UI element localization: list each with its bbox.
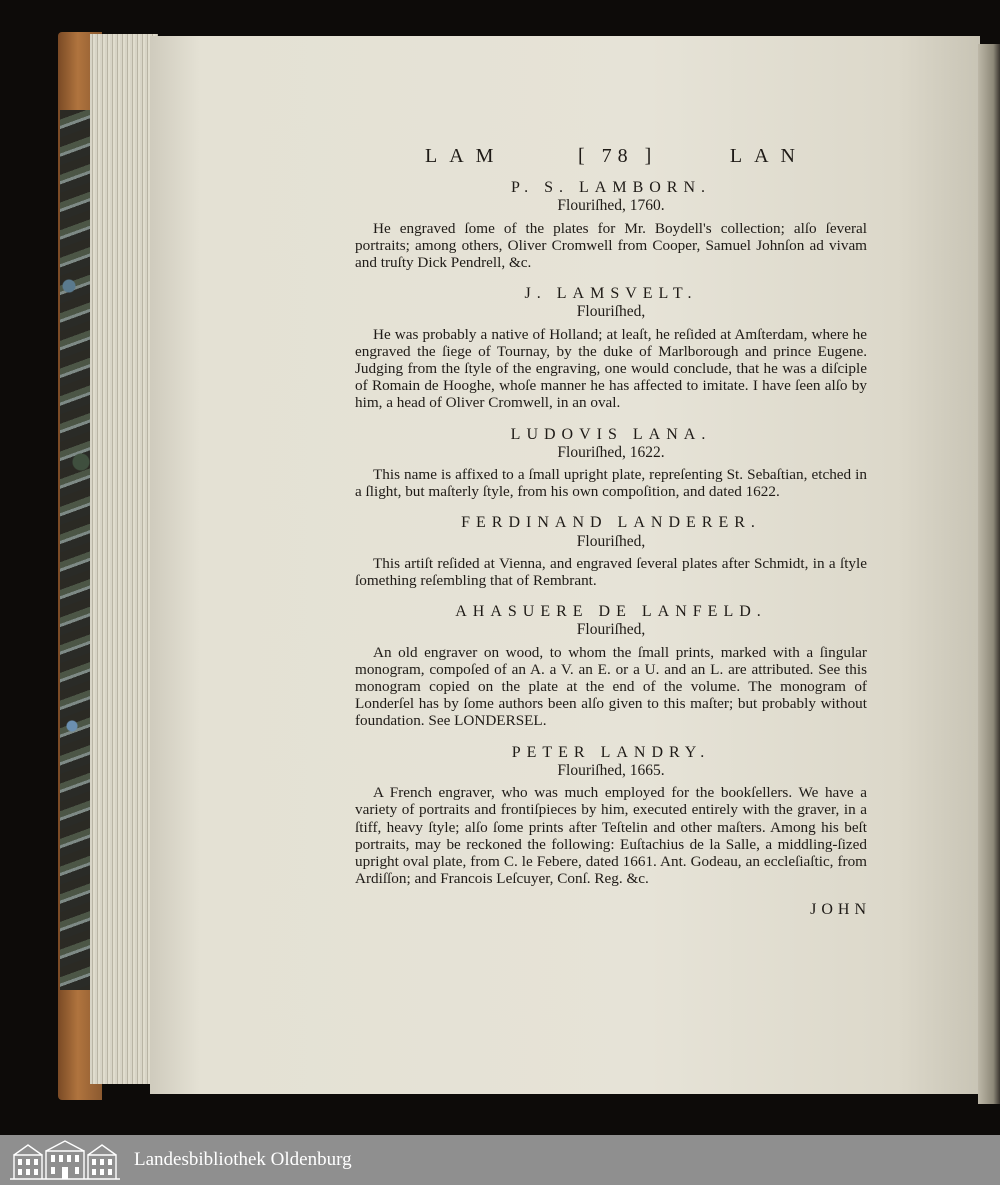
entry-text: An old engraver on wood, to whom the ſmall prints, marked with a ſingular monogram, compoſed of an A. a V. an E. or a U. and an L. are attributed. See this monogram copied on the plate at the end of the volume. The monogram of Londerſel has by ſome authors been alſo given to this maſter; but probably without foundation. See LONDERSEL. bbox=[355, 643, 867, 730]
entry-landerer bbox=[355, 514, 867, 589]
entry-lana bbox=[355, 426, 867, 501]
entry-flourished: Flouriſhed, 1622. bbox=[557, 443, 665, 461]
entry-text: He engraved ſome of the plates for Mr. Boydell's collection; alſo ſeveral portraits; among others, Oliver Cromwell from Cooper, Samuel Johnſon ad vivam and truſty Dick Pendrell, &c. bbox=[355, 219, 867, 272]
page-stack-edge bbox=[90, 34, 158, 1084]
entry-text: This artiſt reſided at Vienna, and engraved ſeveral plates after Schmidt, in a ſtyle ſomething reſembling that of Rembrant. bbox=[355, 554, 867, 590]
catchword: JOHN bbox=[810, 901, 871, 919]
entry-name: LUDOVIS LANA. bbox=[510, 425, 712, 443]
running-head-left: LAM bbox=[425, 145, 506, 167]
entry-text: He was probably a native of Holland; at leaſt, he reſided at Amſterdam, where he engraved the ſiege of Tournay, by the duke of Marlborough and prince Eugene. Judging from the ſtyle of the engraving, one would conclude, that he was a diſciple of Romain de Hooghe, whoſe manner he has affected to imitate. I have ſeen alſo by him, a head of Oliver Cromwell, in an oval. bbox=[355, 325, 867, 412]
entry-name: P. S. LAMBORN. bbox=[510, 179, 712, 197]
entry-name: PETER LANDRY. bbox=[511, 743, 711, 761]
entry-flourished: Flouriſhed, bbox=[576, 621, 646, 639]
entry-text: A French engraver, who was much employed for the bookſellers. We have a variety of portraits and frontiſpieces by him, executed entirely with the graver, in a ſtiff, heavy ſtyle; alſo ſome prints after Teſtelin and other maſters. Among his beſt portraits, may be reckoned the following: Euſtachius de la Salle, a middling-ſized upright oval plate, from C. le Febere, dated 1661. Ant. Godeau, an eccleſiaſtic, from Ardiſſon; and Francois Leſcuyer, Conſ. Reg. &c. bbox=[355, 784, 867, 888]
entry-lamborn bbox=[355, 179, 867, 271]
running-head-right: LAN bbox=[729, 145, 807, 167]
entry-landry bbox=[355, 744, 867, 888]
page-text bbox=[355, 140, 871, 919]
entry-flourished: Flouriſhed, bbox=[576, 303, 646, 321]
running-head bbox=[425, 145, 867, 167]
entry-flourished: Flouriſhed, 1760. bbox=[557, 197, 665, 215]
entry-lamsvelt bbox=[355, 285, 867, 411]
entry-flourished: Flouriſhed, bbox=[576, 532, 646, 550]
marbled-endpaper bbox=[60, 110, 90, 990]
entry-flourished: Flouriſhed, 1665. bbox=[557, 761, 665, 779]
book-right-edge bbox=[978, 44, 1000, 1104]
library-building-icon bbox=[6, 1139, 124, 1181]
footer-bar bbox=[0, 1135, 1000, 1185]
entry-name: FERDINAND LANDERER. bbox=[461, 514, 761, 532]
entry-lanfeld bbox=[355, 603, 867, 729]
entry-name: J. LAMSVELT. bbox=[524, 285, 698, 303]
page-number: [ 78 ] bbox=[578, 145, 658, 167]
entry-name: AHASUERE DE LANFELD. bbox=[455, 603, 767, 621]
entry-text: This name is affixed to a ſmall upright plate, repreſenting St. Sebaſtian, etched in a ſlight, but maſterly ſtyle, from his own compoſition, and dated 1622. bbox=[355, 466, 867, 501]
library-name: Landesbibliothek Oldenburg bbox=[134, 1149, 352, 1170]
